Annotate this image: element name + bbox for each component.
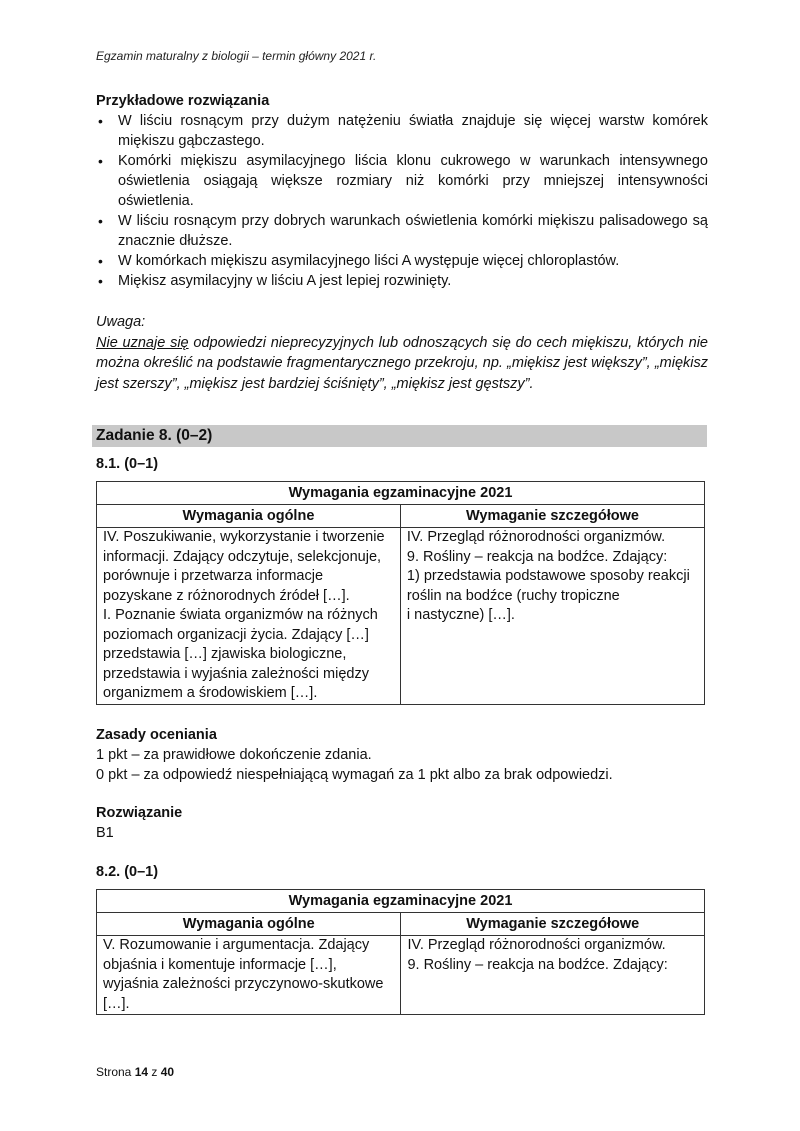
cell-line: IV. Poszukiwanie, wykorzystanie i tworzenie (103, 529, 385, 545)
specific-requirements-cell (400, 528, 704, 705)
cell-line: pozyskane z różnorodnych źródeł […]. (103, 587, 350, 604)
solution (96, 803, 182, 843)
footer-page-number: 14 (134, 1065, 149, 1079)
solutions-title: Przykładowe rozwiązania (96, 93, 270, 109)
cell-line: przedstawia i wyjaśnia zależności między (103, 665, 369, 682)
scoring-rules (96, 725, 613, 785)
list-item: • Komórki miękiszu asymilacyjnego liścia klonu cukrowego w warunkach intensywnego oświetlenia osiągają większe rozmiary niż komórki przy mniejszej intensywności oświetlenia. (96, 151, 708, 211)
task-title: Zadanie 8. (0–2) (96, 427, 213, 444)
page-footer (96, 1065, 174, 1079)
cell-line: poziomach organizacji życia. Zdający […] (103, 626, 369, 643)
subtask-title-8-1: 8.1. (0–1) (96, 456, 159, 472)
note-underlined: Nie uznaje się (96, 334, 189, 351)
cell-line: roślin na bodźce (ruchy tropiczne (406, 587, 620, 604)
requirements-table-8-1 (96, 481, 705, 705)
cell-line: 9. Rośliny – reakcja na bodźce. Zdający: (407, 956, 668, 973)
cell-line: przedstawia […] zjawiska biologiczne, (103, 646, 347, 662)
scoring-line: 1 pkt – za prawidłowe dokończenie zdania. (96, 747, 372, 763)
scoring-line: 0 pkt – za odpowiedź niespełniającą wymagań za 1 pkt albo za brak odpowiedzi. (96, 767, 613, 783)
cell-line: 1) przedstawia podstawowe sposoby reakcji (406, 568, 690, 584)
cell-line: objaśnia i komentuje informacje […], (103, 956, 337, 973)
column-header-general: Wymagania ogólne (97, 913, 401, 936)
cell-line: V. Rozumowanie i argumentacja. Zdający (103, 937, 370, 953)
task-heading-bar (92, 425, 707, 447)
list-item: • W liściu rosnącym przy dużym natężeniu światła znajduje się więcej warstw komórek miękiszu gąbczastego. (96, 111, 708, 151)
table-header: Wymagania egzaminacyjne 2021 (97, 482, 705, 505)
cell-line: […]. (103, 995, 130, 1012)
general-requirements-cell (97, 528, 401, 705)
list-item: • Miękisz asymilacyjny w liściu A jest lepiej rozwinięty. (96, 271, 708, 291)
footer-prefix: Strona (96, 1065, 132, 1079)
cell-line: porównuje i przetwarza informacje (103, 568, 324, 584)
cell-line: 9. Rośliny – reakcja na bodźce. Zdający: (406, 548, 668, 565)
solution-answer: B1 (96, 825, 114, 841)
subtask-title-8-2: 8.2. (0–1) (96, 864, 159, 880)
column-header-specific: Wymaganie szczegółowe (401, 913, 705, 936)
footer-page-total: 40 (160, 1065, 175, 1079)
scoring-title: Zasady oceniania (96, 727, 217, 743)
note-label: Uwaga: (96, 314, 146, 330)
cell-line: i nastyczne) […]. (406, 607, 515, 623)
solution-title: Rozwiązanie (96, 805, 183, 821)
list-item: • W liściu rosnącym przy dobrych warunkach oświetlenia komórki miękiszu palisadowego są znacznie dłuższe. (96, 211, 708, 251)
cell-line: organizmem a środowiskiem […]. (103, 685, 318, 701)
specific-requirements-cell (401, 936, 705, 1015)
table-header: Wymagania egzaminacyjne 2021 (97, 890, 705, 913)
general-requirements-cell (97, 936, 401, 1015)
cell-line: wyjaśnia zależności przyczynowo-skutkowe (103, 976, 384, 992)
cell-line: IV. Przegląd różnorodności organizmów. (407, 937, 666, 953)
column-header-general: Wymagania ogólne (97, 505, 401, 528)
footer-separator: z (151, 1065, 158, 1079)
cell-line: IV. Przegląd różnorodności organizmów. (406, 529, 666, 545)
note-text (96, 333, 708, 395)
example-solutions (96, 93, 708, 291)
list-item: • W komórkach miękiszu asymilacyjnego liści A występuje więcej chloroplastów. (96, 251, 708, 271)
note-body: odpowiedzi nieprecyzyjnych lub odnoszących się do cech miękiszu, których nie można określić na podstawie fragmentarycznego przekroju, np. „miękisz jest większy”, „miękisz jest szerszy”, „miękisz jest bardziej ściśnięty”, „miękisz jest gęstszy”. (96, 334, 708, 392)
column-header-specific: Wymaganie szczegółowe (400, 505, 704, 528)
solutions-list (96, 111, 708, 291)
note (96, 312, 708, 394)
page-header: Egzamin maturalny z biologii – termin główny 2021 r. (96, 49, 377, 63)
cell-line: I. Poznanie świata organizmów na różnych (103, 607, 378, 623)
requirements-table-8-2 (96, 889, 705, 1015)
cell-line: informacji. Zdający odczytuje, selekcjonuje, (103, 548, 382, 565)
